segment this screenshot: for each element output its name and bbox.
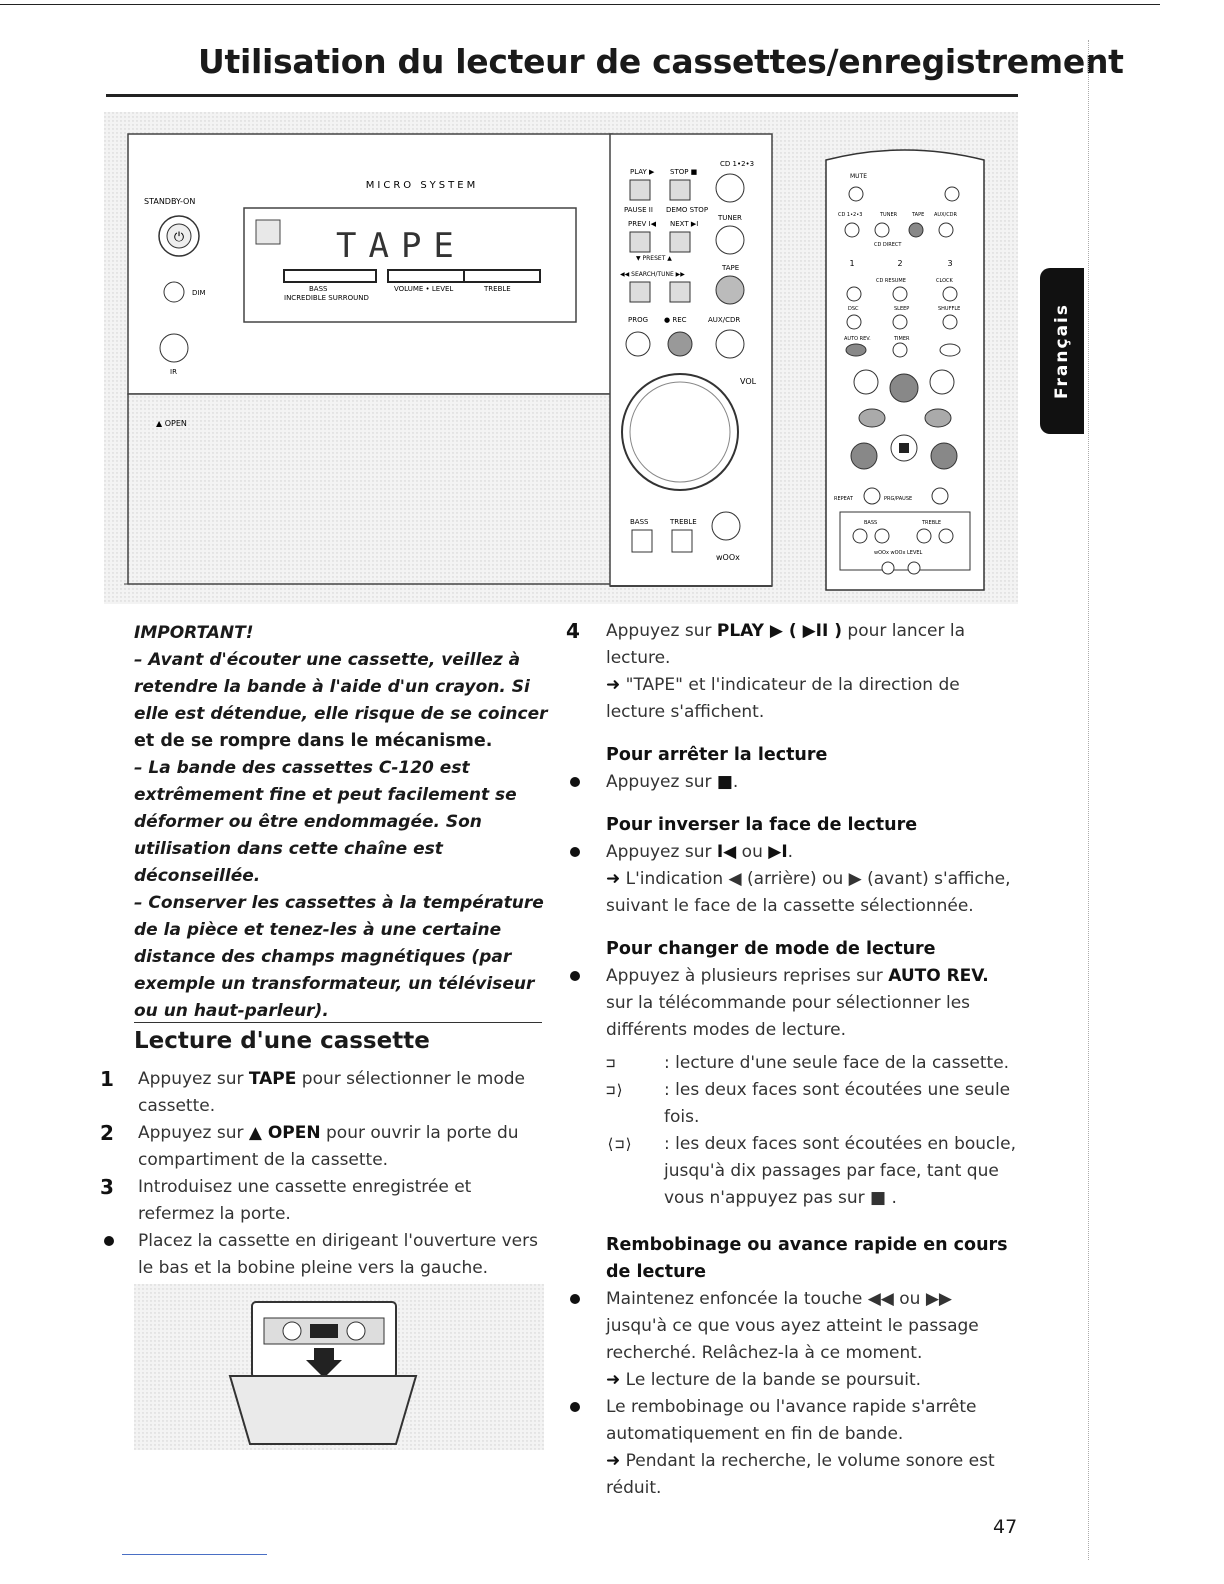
tape-button xyxy=(716,276,744,304)
step-number: 1 xyxy=(100,1067,114,1091)
next-button xyxy=(670,232,690,252)
aux-button xyxy=(716,330,744,358)
display-code: "TAPE" xyxy=(625,675,683,695)
treble-button xyxy=(672,530,692,552)
prev-label: PREV I◀ xyxy=(628,220,656,228)
step-text: Appuyez sur xyxy=(138,1123,249,1143)
key-autorev: AUTO REV. xyxy=(888,966,989,986)
power-icon: ⏻ xyxy=(173,230,185,245)
stop-bullet xyxy=(566,769,1016,796)
result-text: Le lecture de la bande se poursuit. xyxy=(625,1370,922,1390)
pause-label: PAUSE II xyxy=(624,206,653,214)
remote-tuner: TUNER xyxy=(880,212,898,218)
step-number: 2 xyxy=(100,1121,114,1145)
remote-direct: CD DIRECT xyxy=(874,242,902,248)
dim-label: DIM xyxy=(192,289,206,297)
remote-sleep: SLEEP xyxy=(894,306,910,312)
step-text: Placez la cassette en dirigeant l'ouverture vers le bas et la bobine pleine vers la gauche. xyxy=(138,1231,538,1278)
key-next: ▶I xyxy=(768,842,788,862)
tuner-button xyxy=(716,226,744,254)
rec-button xyxy=(668,332,692,356)
rewind-bullet-1 xyxy=(566,1286,1016,1394)
step-text: Appuyez sur xyxy=(138,1069,249,1089)
mode-loop-icon: ⟨⊐⟩ xyxy=(606,1135,634,1153)
woox-label: wOOx xyxy=(716,553,740,562)
result-text: L'indication ◀ (arrière) ou ▶ (avant) s'affiche, suivant le face de la cassette sélectionnée. xyxy=(606,869,1011,916)
step-text: pour lancer la lecture. xyxy=(606,621,966,668)
cd-button xyxy=(716,174,744,202)
step-text: Appuyez sur xyxy=(606,842,717,862)
search-label: ◀◀ SEARCH/TUNE ▶▶ xyxy=(620,271,685,278)
remote-mute: MUTE xyxy=(850,173,868,180)
step-text: pour sélectionner le mode cassette. xyxy=(138,1069,525,1116)
tape-label: TAPE xyxy=(722,264,740,272)
cd-label: CD 1•2•3 xyxy=(720,160,755,168)
bullet-icon xyxy=(570,777,580,787)
treble-label: TREBLE xyxy=(670,518,697,526)
aux-label: AUX/CDR xyxy=(708,316,741,324)
language-tab-label: Français xyxy=(1052,303,1072,399)
result-arrow-icon: ➜ xyxy=(606,1370,621,1390)
mode-text: : les deux faces sont écoutées une seule fois. xyxy=(664,1080,1011,1127)
remote-1: 1 xyxy=(849,259,855,268)
mode-both-once xyxy=(606,1077,1016,1131)
result-arrow-icon: ➜ xyxy=(606,1451,621,1471)
margin-dotted-line xyxy=(1088,40,1089,1560)
top-rule xyxy=(0,4,1160,5)
bullet-icon xyxy=(570,971,580,981)
step-text: Le rembobinage ou l'avance rapide s'arrête automatiquement en fin de bande. xyxy=(606,1397,977,1444)
step-text: . xyxy=(787,842,794,862)
cassette-door xyxy=(128,394,612,584)
footer-rule xyxy=(122,1554,267,1555)
stop-button xyxy=(670,180,690,200)
play-label: PLAY ▶ xyxy=(630,168,655,176)
key-stop: ■ xyxy=(716,772,733,792)
step-text: pour ouvrir la porte du compartiment de la cassette. xyxy=(138,1123,519,1170)
page-number: 47 xyxy=(993,1516,1018,1538)
standby-label: STANDBY-ON xyxy=(144,197,196,206)
remote-woox: wOOx wOOx LEVEL xyxy=(874,550,923,556)
bullet-icon xyxy=(570,1294,580,1304)
reverse-bullet xyxy=(566,839,1016,920)
cassette-door xyxy=(230,1376,416,1444)
section-heading-lecture: Lecture d'une cassette xyxy=(134,1028,430,1054)
brand-label: MICRO SYSTEM xyxy=(365,180,479,191)
remote-repeat: REPEAT xyxy=(834,496,853,502)
mode-heading: Pour changer de mode de lecture xyxy=(606,939,936,959)
important-notice xyxy=(134,620,554,1025)
step-text: Appuyez sur xyxy=(606,621,717,641)
display-tape-text: TAPE xyxy=(336,226,466,266)
volume-knob xyxy=(622,374,738,490)
result-arrow-icon: ➜ xyxy=(606,869,621,889)
bass-label: BASS xyxy=(630,518,649,526)
reverse-section xyxy=(566,812,1016,839)
remote-autorev: AUTO REV. xyxy=(844,336,871,342)
mode-text: : les deux faces sont écoutées en boucle, jusqu'à dix passages par face, tant que vous n'appuyez pas sur ■ . xyxy=(664,1134,1016,1208)
key-prev: I◀ xyxy=(716,842,737,862)
step-1 xyxy=(100,1066,550,1120)
mode-loop xyxy=(606,1131,1016,1212)
important-p2: – La bande des cassettes C-120 est extrêmement fine et peut facilement se déformer ou être endommagée. Son utilisation dans cette chaîne est déconseillée. xyxy=(134,758,517,886)
mode-section xyxy=(566,936,1016,963)
mode-text: : lecture d'une seule face de la cassette. xyxy=(664,1053,1010,1073)
tuner-label: TUNER xyxy=(718,214,742,222)
search-back-button xyxy=(630,282,650,302)
remote-shuffle: SHUFFLE xyxy=(938,306,961,312)
dim-button xyxy=(164,282,184,302)
vol-label: VOL xyxy=(740,377,757,386)
step-number: 3 xyxy=(100,1175,114,1199)
mode-bullet xyxy=(566,963,1016,1044)
display-treble-label: TREBLE xyxy=(484,285,511,293)
remote-cd: CD 1•2•3 xyxy=(838,212,863,218)
remote-treble: TREBLE xyxy=(922,520,942,526)
rewind-bullet-2 xyxy=(566,1394,1016,1502)
key-play: PLAY ▶ ( ▶II ) xyxy=(716,621,843,641)
result-text: Pendant la recherche, le volume sonore est réduit. xyxy=(606,1451,995,1498)
bullet-icon xyxy=(570,847,580,857)
lecture-steps xyxy=(100,1066,550,1282)
play-button xyxy=(630,180,650,200)
important-p1: – Avant d'écouter une cassette, veillez à retendre la bande à l'aide d'un crayon. Si elle est détendue, elle risque de se coincer xyxy=(134,650,548,724)
remote-bass: BASS xyxy=(864,520,878,526)
prog-label: PROG xyxy=(628,316,649,324)
search-fwd-button xyxy=(670,282,690,302)
step-text: Appuyez à plusieurs reprises sur xyxy=(606,966,889,986)
rec-label: ● REC xyxy=(664,316,687,324)
rewind-heading: Rembobinage ou avance rapide en cours de lecture xyxy=(606,1235,1008,1282)
important-heading: IMPORTANT! xyxy=(134,623,254,643)
step-2 xyxy=(100,1120,550,1174)
bullet-insert xyxy=(100,1228,550,1282)
mode-one-side-icon: ⊐ xyxy=(606,1054,616,1072)
step-text: sur la télécommande pour sélectionner les différents modes de lecture. xyxy=(606,993,971,1040)
key-tape: TAPE xyxy=(248,1069,297,1089)
step-text: Appuyez sur xyxy=(606,772,717,792)
open-label: ▲ OPEN xyxy=(156,419,187,428)
bullet-icon xyxy=(570,1402,580,1412)
bass-button xyxy=(632,530,652,552)
woox-button xyxy=(712,512,740,540)
reverse-heading: Pour inverser la face de lecture xyxy=(606,815,918,835)
rewind-section xyxy=(566,1232,1016,1286)
remote-clock: CLOCK xyxy=(936,278,953,284)
page-title: Utilisation du lecteur de cassettes/enregistrement xyxy=(198,42,1124,81)
stop-heading: Pour arrêter la lecture xyxy=(606,745,828,765)
remote-prgpause: PRG/PAUSE xyxy=(884,496,913,502)
step-text: . xyxy=(732,772,739,792)
remote-2: 2 xyxy=(897,259,903,268)
remote-aux: AUX/CDR xyxy=(934,212,958,218)
section-rule xyxy=(134,1022,542,1023)
cassette-insertion-illustration xyxy=(134,1284,544,1450)
stop-section xyxy=(566,742,1016,769)
step-4 xyxy=(566,618,1016,726)
key-open: ▲ OPEN xyxy=(248,1123,321,1143)
remote-dsc: DSC xyxy=(848,306,859,312)
mode-one-side xyxy=(606,1050,1016,1077)
ir-label: IR xyxy=(170,368,177,376)
mode-both-once-icon: ⊐⟩ xyxy=(606,1081,625,1099)
step-3 xyxy=(100,1174,550,1228)
step-text: ou xyxy=(736,842,769,862)
ir-sensor xyxy=(160,334,188,362)
important-p1b: et de se rompre dans le mécanisme. xyxy=(134,731,493,751)
remote-timer: TIMER xyxy=(894,336,910,342)
preset-label: ▼ PRESET ▲ xyxy=(636,255,672,262)
step-text: Introduisez une cassette enregistrée et refermez la porte. xyxy=(138,1177,472,1224)
prog-button xyxy=(626,332,650,356)
remote-tape: TAPE xyxy=(912,212,925,218)
step-text: Maintenez enfoncée la touche ◀◀ ou ▶▶ jusqu'à ce que vous ayez atteint le passage recherché. Relâchez-la à ce moment. xyxy=(606,1289,979,1363)
result-text: et l'indicateur de la direction de lecture s'affichent. xyxy=(606,675,960,722)
demo-label: DEMO STOP xyxy=(666,206,709,214)
step-number: 4 xyxy=(566,619,580,643)
display-volume-label: VOLUME • LEVEL xyxy=(394,285,454,293)
display-bass-label: BASS xyxy=(309,285,328,293)
language-tab xyxy=(1040,268,1084,434)
title-rule xyxy=(106,94,1018,97)
remote-3: 3 xyxy=(947,259,953,268)
micro-system-illustration xyxy=(104,112,1018,604)
important-p3: – Conserver les cassettes à la température de la pièce et tenez-les à une certaine distance des champs magnétiques (par exemple un transformateur, un téléviseur ou un haut-parleur). xyxy=(134,893,544,1021)
right-column xyxy=(566,618,1016,1502)
bullet-icon xyxy=(104,1236,114,1246)
stop-label: STOP ■ xyxy=(670,168,698,176)
result-arrow-icon: ➜ xyxy=(606,675,621,695)
prev-button xyxy=(630,232,650,252)
play-modes-list xyxy=(606,1050,1016,1212)
next-label: NEXT ▶I xyxy=(670,220,699,228)
display-surround-label: INCREDIBLE SURROUND xyxy=(284,294,369,302)
remote-resume: CD RESUME xyxy=(876,278,906,284)
